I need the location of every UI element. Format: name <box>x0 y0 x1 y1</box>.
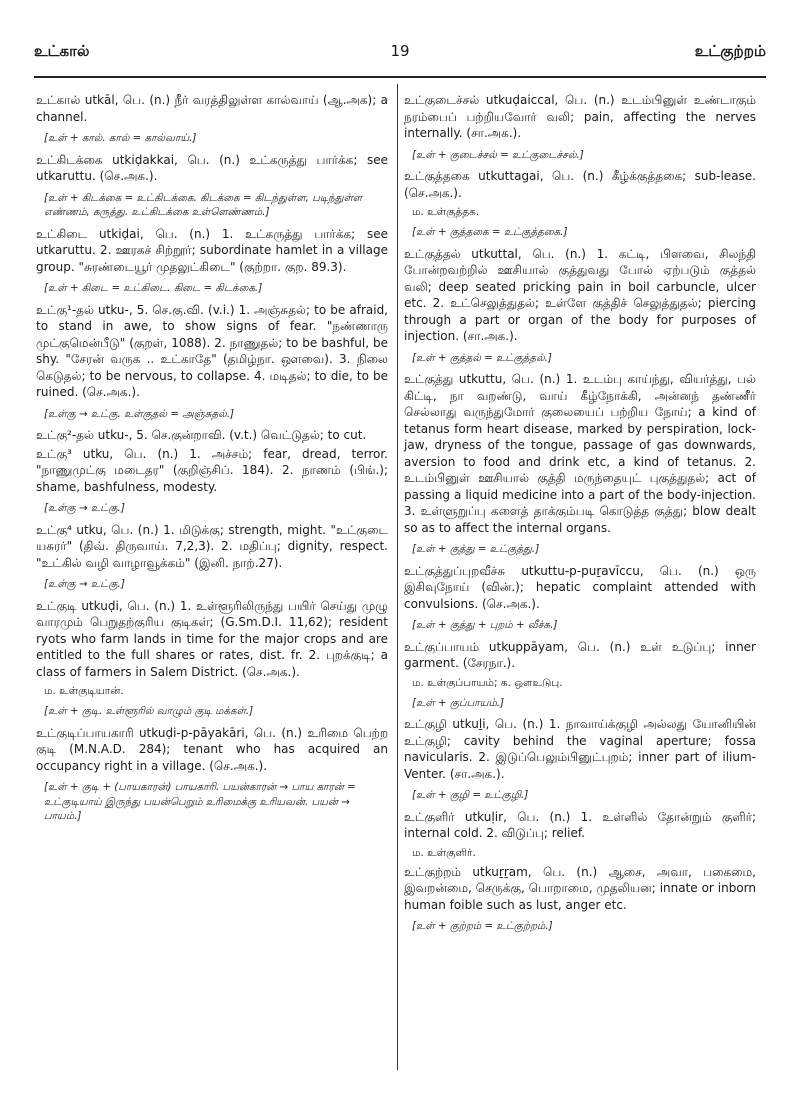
etymology-note: [உள் + குத்தல் = உட்குத்தல்.] <box>412 351 552 364</box>
dictionary-entry: உட்குடைச்சல் utkuḍaiccal, பெ. (n.) உடம்பினுள் உண்டாகும் நரம்பைப் பற்றியவோர் வலி; pain, affecting the nerves internally. (சா.அக.). <box>404 93 756 140</box>
page-header <box>34 42 766 68</box>
cognate-note: ம. உள்குப்பாயம்; க. ஒளஉடுபு. <box>412 676 563 689</box>
dictionary-entry: உட்குத்தல் utkuttal, பெ. (n.) 1. கட்டி, பிளவை, சிலந்தி போன்றவற்றில் ஊசியால் குத்துவது போல் ஏற்படும் குத்தல் வலி; deep seated pricking pain in boil carbuncle, ulcer etc. 2. உட்செலுத்துதல்; உள்ளே குத்திச் செலுத்துதல்; piercing through a part or organ of the body for purposes of injection. (சா.அக.). <box>404 246 756 343</box>
dictionary-entry: உட்கால் utkāl, பெ. (n.) நீர் வரத்திலுள்ள கால்வாய் (ஆ.அக); a channel. <box>36 93 388 124</box>
etymology-note: [உள் + கிடை = உட்கிடை. கிடை = கிடக்கை.] <box>44 282 263 294</box>
etymology-note: [உள்கு → உட்கு. உள்குதல் = அஞ்சுதல்.] <box>44 407 235 420</box>
etymology-note: [உள்கு → உட்கு.] <box>44 502 125 514</box>
dictionary-entry: உட்குத்துப்புறவீச்சு utkuttu-p-puṟavīccu, பெ. (n.) ஒரு இசிவுநோய் (வின்.); hepatic complaint attended with convulsions. (செ.அக.). <box>404 563 756 611</box>
etymology-note: [உள் + குழி = உட்குழி.] <box>412 789 529 801</box>
right-column <box>404 92 756 940</box>
dictionary-entry: உட்குடி utkuḍi, பெ. (n.) 1. உள்ளூரிலிருந்து பயிர் செய்து முழு வாரமும் பெறுதற்குரிய குடிகள்; (G.Sm.D.I. 11,62); resident ryots who farm lands in time for the major crops and are entitled to the full shares or rates, dist. fr. 2. புறக்குடி; a class of farmers in Salem District. (செ.அக.). <box>36 598 388 679</box>
dictionary-entry: உட்கு¹-தல் utku-, 5. செ.கு.வி. (v.i.) 1. அஞ்சுதல்; to be afraid, to stand in awe, to show signs of fear. "நண்ணாரு முட்குமென்பீடு" (குறள், 1088). 2. நாணுதல்; to be bashful, be shy. "சேரன் வருக .. உட்காதே" (தமிழ்நா. ஔவை). 3. நிலை கெடுதல்; to be nervous, to collapse. 4. மடிதல்; to die, to be ruined. (செ.அக.). <box>36 302 388 399</box>
dictionary-entry: உட்கு²-தல் utku-, 5. செ.குன்றாவி. (v.t.) வெட்டுதல்; to cut. <box>36 428 367 442</box>
header-left-guide-word: உட்கால் <box>34 42 90 60</box>
dictionary-entry: உட்கிடை utkiḍai, பெ. (n.) 1. உட்கருத்து பார்க்க; see utkaruttu. 2. ஊரகச் சிற்றூர்; subordinate hamlet in a village group. "சுரண்டையூர் முதலுட்கிடை" (குற்றா. குற. 89.3). <box>36 226 388 274</box>
cognate-note: ம. உள்குளிர். <box>412 846 476 859</box>
dictionary-entry: உட்கு³ utku, பெ. (n.) 1. அச்சம்; fear, dread, terror. "நாணுமுட்கு மடைதர" (குறிஞ்சிப். 184). 2. நாணம் (பிங்.); shame, bashfulness, modesty. <box>36 446 388 494</box>
column-divider <box>397 84 398 1070</box>
etymology-note: [உள் + குத்து + புறம் + வீச்சு.] <box>412 619 558 631</box>
cognate-note: ம. உள்குடியான். <box>44 685 124 697</box>
page-number: 19 <box>390 42 410 60</box>
etymology-note: [உள் + குற்றம் = உட்குற்றம்.] <box>412 920 553 932</box>
etymology-note: [உள் + குத்தகை = உட்குத்தகை.] <box>412 226 568 238</box>
dictionary-entry: உட்கிடக்கை utkiḍakkai, பெ. (n.) உட்கருத்து பார்க்க; see utkaruttu. (செ.அக.). <box>36 152 388 183</box>
etymology-note: [உள் + கிடக்கை = உட்கிடக்கை. கிடக்கை = கிடந்துள்ள, படிந்துள்ள எண்ணம், கருத்து. உட்கிடக்கை உள்ளெண்ணம்.] <box>44 191 363 218</box>
header-right-guide-word: உட்குற்றம் <box>694 42 766 60</box>
dictionary-entry: உட்குற்றம் utkuṟṟam, பெ. (n.) ஆசை, அவா, பகைமை, இவறன்மை, செருக்கு, பொறாமை, முதலியன; innate or inborn human foible such as lust, anger etc. <box>404 864 756 912</box>
dictionary-entry: உட்குப்பாயம் utkuppāyam, பெ. (n.) உள் உடுப்பு; inner garment. (சேரநா.). <box>404 639 756 670</box>
left-column <box>36 92 388 830</box>
dictionary-entry: உட்குழி utkuḻi, பெ. (n.) 1. நாவாய்க்குழி அல்லது யோனியின் உட்குழி; cavity behind the vaginal aperture; fossa navicularis. 2. இடுப்பெலும்பினுட்புறம்; inner part of ilium-Venter. (சா.அக.). <box>404 717 756 781</box>
dictionary-entry: உட்குளிர் utkuḷir, பெ. (n.) 1. உள்ளில் தோன்றும் குளிர்; internal cold. 2. விடுப்பு; relief. <box>404 809 756 840</box>
etymology-note: [உள் + குடி. உள்ளூரில் வாழும் குடி மக்கள்.] <box>44 705 254 717</box>
etymology-note: [உள்கு → உட்கு.] <box>44 578 125 590</box>
etymology-note: [உள் + குத்து = உட்குத்து.] <box>412 543 540 555</box>
etymology-note: [உள் + குடி + (பாயகாரன்) பாயகாரி. பயன்காரன் → பாய காரன் = உட்குடியாய் இருந்து பயன்பெறும் உரிமைக்கு உரியவன். பயன் → பாயம்.] <box>44 781 356 822</box>
etymology-note: [உள் + குப்பாயம்.] <box>412 696 505 709</box>
header-rule <box>34 76 766 78</box>
cognate-note: ம. உள்குத்தக. <box>412 206 480 218</box>
dictionary-entry: உட்குடிப்பாயகாரி utkuḍi-p-pāyakāri, பெ. (n.) உரிமை பெற்ற குடி (M.N.A.D. 284); tenant who has acquired an occupancy right in a village. (செ.அக.). <box>36 725 388 773</box>
etymology-note: [உள் + கால். கால் = கால்வாய்.] <box>44 132 197 144</box>
dictionary-entry: உட்குத்து utkuttu, பெ. (n.) 1. உடம்பு காய்ந்து, வியர்த்து, பல் கிட்டி, நா வறண்டு, வாய் கீழ்நோக்கி, அன்னந் தண்ணீர் செல்லாது வருந்துமோர் குலையைப் பற்றிய நோய்; a kind of tetanus form heart disease, marked by perspiration, lock-jaw, dryness of the tongue, passage of gas downwards, aversion to food and drink etc, a kind of tetanus. 2. உடம்பினுள் ஊசியால் குத்தி மருந்தையுட் புகுத்துதல்; act of passing a liquid medicine into a part of the body-injection. 3. உள்ளுறுப்பு களைத் தாக்கும்படி கொடுத்த குத்து; blow dealt so as to affect the internal organs. <box>404 372 756 535</box>
etymology-note: [உள் + குடைச்சல் = உட்குடைச்சல்.] <box>412 148 584 161</box>
dictionary-entry: உட்குத்தகை utkuttagai, பெ. (n.) கீழ்க்குத்தகை; sub-lease. (செ.அக.). <box>404 169 756 200</box>
dictionary-entry: உட்கு⁴ utku, பெ. (n.) 1. மிடுக்கு; strength, might. "உட்குடை யசுரர்" (திவ். திருவாய். 7,2,3). 2. மதிப்பு; dignity, respect. "உட்கில் வழி வாழாவூக்கம்" (இனி. நாற்.27). <box>36 522 388 570</box>
